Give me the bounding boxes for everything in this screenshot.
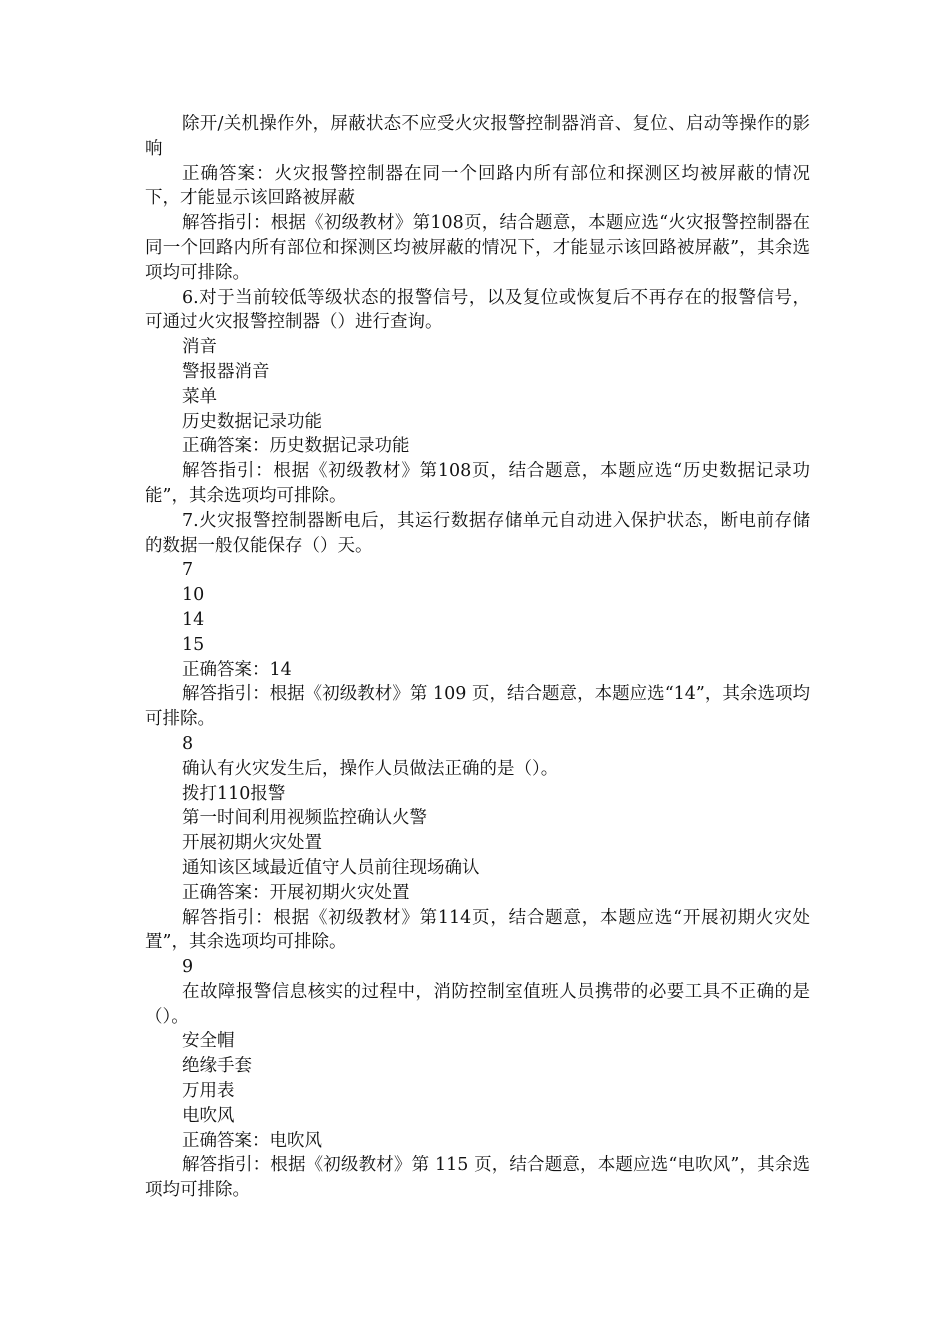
correct-answer: 正确答案：开展初期火灾处置: [182, 882, 410, 903]
answer-explanation: 解答指引：根据《初级教材》第 115 页，结合题意，本题应选“电吹风”，其余选项均可排除。: [145, 1155, 810, 1201]
correct-answer: 正确答案：14: [182, 659, 292, 680]
question-9: 在故障报警信息核实的过程中，消防控制室值班人员携带的必要工具不正确的是（）。: [145, 981, 810, 1027]
option-text: 绝缘手套: [182, 1056, 252, 1077]
option-text: 14: [182, 609, 205, 630]
option-text: 安全帽: [182, 1031, 235, 1052]
option-text: 万用表: [182, 1081, 235, 1102]
option-text: 通知该区域最近值守人员前往现场确认: [182, 857, 480, 878]
option-text: 消音: [182, 337, 217, 358]
option-text: 15: [182, 634, 205, 655]
option-text: 拨打110报警: [182, 783, 286, 804]
document-page: [145, 112, 810, 1203]
answer-explanation: 解答指引：根据《初级教材》第108页，结合题意，本题应选“历史数据记录功能”，其余选项均可排除。: [145, 461, 810, 506]
option-text: 电吹风: [182, 1105, 235, 1126]
answer-explanation: 解答指引：根据《初级教材》第108页，结合题意，本题应选“火灾报警控制器在同一个回路内所有部位和探测区均被屏蔽的情况下，才能显示该回路被屏蔽”，其余选项均可排除。: [145, 213, 810, 283]
option-text: 开展初期火灾处置: [182, 833, 322, 854]
correct-answer: 正确答案：电吹风: [182, 1130, 322, 1151]
question-8: 确认有火灾发生后，操作人员做法正确的是（）。: [182, 758, 559, 779]
option-text: 第一时间利用视频监控确认火警: [182, 808, 427, 829]
option-text: 10: [182, 585, 205, 606]
question-7: 7.火灾报警控制器断电后，其运行数据存储单元自动进入保护状态，断电前存储的数据一般仅能保存（）天。: [145, 510, 810, 556]
answer-explanation: 解答指引：根据《初级教材》第114页，结合题意，本题应选“开展初期火灾处置”，其余选项均可排除。: [145, 907, 810, 953]
question-number: 8: [182, 733, 194, 754]
option-text: 菜单: [182, 386, 217, 407]
option-text: 历史数据记录功能: [182, 411, 322, 432]
option-text: 警报器消音: [182, 361, 270, 382]
question-6: 6.对于当前较低等级状态的报警信号，以及复位或恢复后不再存在的报警信号，可通过火灾报警控制器（）进行查询。: [145, 287, 810, 333]
correct-answer: 正确答案：火灾报警控制器在同一个回路内所有部位和探测区均被屏蔽的情况下，才能显示该回路被屏蔽: [145, 163, 810, 209]
option-text: 7: [182, 560, 194, 581]
option-text: 除开/关机操作外，屏蔽状态不应受火灾报警控制器消音、复位、启动等操作的影响: [145, 114, 810, 159]
correct-answer: 正确答案：历史数据记录功能: [182, 436, 410, 457]
question-number: 9: [182, 957, 194, 978]
answer-explanation: 解答指引：根据《初级教材》第 109 页，结合题意，本题应选“14”，其余选项均可排除。: [145, 684, 810, 730]
